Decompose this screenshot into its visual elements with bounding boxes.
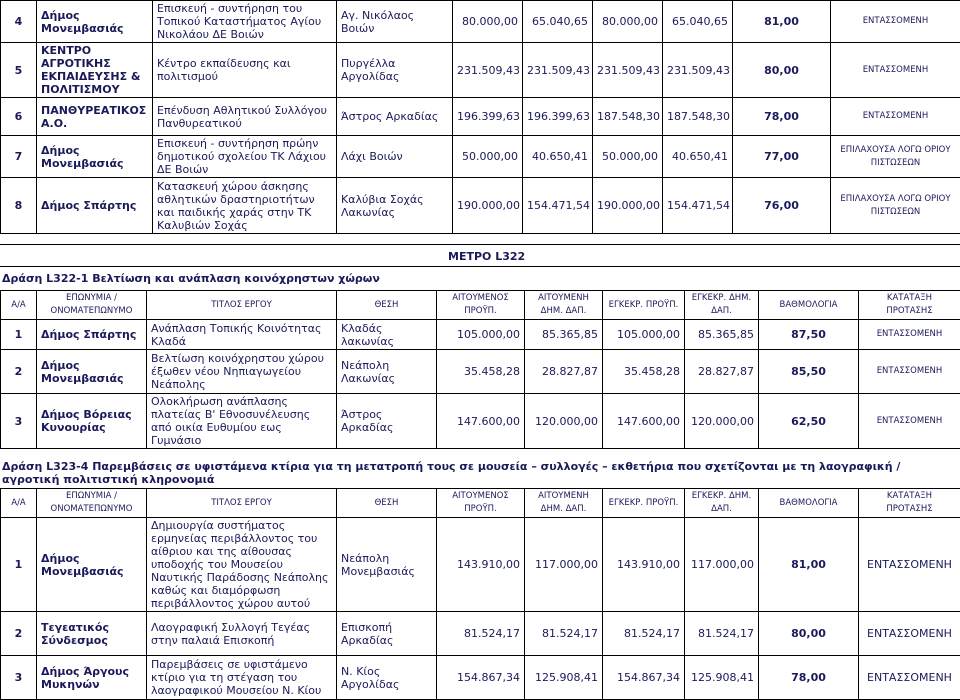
requested-public-expense: 196.399,63 [523,98,593,136]
column-header: ΑΙΤΟΥΜΕΝΗ ΔΗΜ. ΔΑΠ. [525,489,603,518]
column-header: ΚΑΤΑΤΑΞΗ ΠΡΟΤΑΣΗΣ [859,291,960,320]
row-number: 3 [1,656,37,700]
table-row [1,98,960,136]
approved-public-expense: 125.908,41 [685,656,759,700]
approved-budget: 231.509,43 [593,43,663,98]
approved-public-expense: 231.509,43 [663,43,733,98]
approved-budget: 190.000,00 [593,178,663,234]
row-number: 6 [1,98,37,136]
project-title: Ανάπλαση Τοπικής Κοινότητας Κλαδά [147,320,337,350]
section-title: Δράση L322-1 Βελτίωση και ανάπλαση κοινόχρηστων χώρων [2,272,380,285]
requested-public-expense: 125.908,41 [525,656,603,700]
column-header: ΑΙΤΟΥΜΕΝΗ ΔΗΜ. ΔΑΠ. [525,291,603,320]
requested-budget: 50.000,00 [453,136,523,178]
entity-name: Τεγεατικός Σύνδεσμος [37,612,147,656]
requested-public-expense: 28.827,87 [525,350,603,394]
entity-name: ΠΑΝΘΥΡΕΑΤΙΚΟΣ Α.Ο. [37,98,153,136]
status-badge: ΕΠΙΛΑΧΟΥΣΑ ΛΟΓΩ ΟΡΙΟΥ ΠΙΣΤΩΣΕΩΝ [831,178,960,234]
project-location: Νεάπολη Λακωνίας [337,350,437,394]
requested-public-expense: 231.509,43 [523,43,593,98]
score: 80,00 [733,43,831,98]
column-header: ΚΑΤΑΤΑΞΗ ΠΡΟΤΑΣΗΣ [859,489,960,518]
column-header: ΕΓΚΕΚΡ. ΔΗΜ. ΔΑΠ. [685,291,759,320]
project-title: Κέντρο εκπαίδευσης και πολιτισμού [153,43,337,98]
score: 85,50 [759,350,859,394]
approved-budget: 35.458,28 [603,350,685,394]
entity-name: Δήμος Μονεμβασιάς [37,350,147,394]
approved-budget: 147.600,00 [603,394,685,449]
requested-budget: 154.867,34 [437,656,525,700]
section-title: Δράση L323-4 Παρεμβάσεις σε υφιστάμενα κτίρια για τη μετατροπή τους σε μουσεία – συλλογές – εκθετήρια που σχετίζονται με τη λαογραφική / αγροτική πολιτιστική κληρονομιά [2,460,942,486]
row-number: 2 [1,350,37,394]
approved-public-expense: 117.000,00 [685,518,759,612]
status-badge: ΕΝΤΑΣΣΟΜΕΝΗ [859,518,960,612]
status-badge: ΕΝΤΑΣΣΟΜΕΝΗ [859,612,960,656]
project-title: Δημιουργία συστήματος ερμηνείας περιβάλλοντος του αίθριου και της αίθουσας υποδοχής του Μουσείου Ναυτικής Παράδοσης Νεάπολης καθώς και διαμόρφωση περιβάλλοντος χώρου αυτού [147,518,337,612]
project-location: Πυργέλλα Αργολίδας [337,43,453,98]
score: 87,50 [759,320,859,350]
table-row [1,518,960,612]
project-location: Νεάπολη Μονεμβασιάς [337,518,437,612]
project-title: Βελτίωση κοινόχρηστου χώρου έξωθεν νέου Νηπιαγωγείου Νεάπολης [147,350,337,394]
table-row [1,43,960,98]
row-number: 2 [1,612,37,656]
table-row [1,350,960,394]
row-number: 1 [1,518,37,612]
measure-heading: ΜΕΤΡΟ L322 [448,250,525,263]
status-badge: ΕΝΤΑΣΣΟΜΕΝΗ [831,1,960,43]
requested-budget: 196.399,63 [453,98,523,136]
project-title: Επένδυση Αθλητικού Συλλόγου Πανθυρεατικού [153,98,337,136]
column-header: ΒΑΘΜΟΛΟΓΙΑ [759,291,859,320]
column-header: ΕΓΚΕΚΡ. ΠΡΟΫΠ. [603,291,685,320]
column-header: ΒΑΘΜΟΛΟΓΙΑ [759,489,859,518]
table-row [1,394,960,449]
entity-name: Δήμος Σπάρτης [37,178,153,234]
approved-budget: 50.000,00 [593,136,663,178]
approved-budget: 80.000,00 [593,1,663,43]
status-badge: ΕΝΤΑΣΣΟΜΕΝΗ [859,656,960,700]
table-row [1,320,960,350]
requested-budget: 143.910,00 [437,518,525,612]
project-title: Επισκευή - συντήρηση του Τοπικού Καταστήματος Αγίου Νικολάου ΔΕ Βοιών [153,1,337,43]
column-header: ΕΓΚΕΚΡ. ΔΗΜ. ΔΑΠ. [685,489,759,518]
row-number: 7 [1,136,37,178]
project-location: Άστρος Αρκαδίας [337,98,453,136]
requested-public-expense: 40.650,41 [523,136,593,178]
project-title: Κατασκευή χώρου άσκησης αθλητικών δραστηριοτήτων και παιδικής χαράς στην ΤΚ Καλυβιών Σοχάς [153,178,337,234]
column-header: ΤΙΤΛΟΣ ΕΡΓΟΥ [147,489,337,518]
requested-budget: 35.458,28 [437,350,525,394]
column-header: ΘΕΣΗ [337,291,437,320]
requested-budget: 81.524,17 [437,612,525,656]
approved-public-expense: 81.524,17 [685,612,759,656]
approved-budget: 154.867,34 [603,656,685,700]
project-location: Κλαδάς λακωνίας [337,320,437,350]
entity-name: Δήμος Σπάρτης [37,320,147,350]
approved-public-expense: 85.365,85 [685,320,759,350]
project-title: Λαογραφική Συλλογή Τεγέας στην παλαιά Επισκοπή [147,612,337,656]
approved-public-expense: 28.827,87 [685,350,759,394]
status-badge: ΕΝΤΑΣΣΟΜΕΝΗ [831,98,960,136]
approved-public-expense: 154.471,54 [663,178,733,234]
score: 81,00 [759,518,859,612]
project-title: Ολοκλήρωση ανάπλασης πλατείας Β' Εθνοσυνέλευσης από οικία Ευθυμίου εως Γυμνάσιο [147,394,337,449]
column-header: Α/Α [1,291,37,320]
table-header-row [1,489,960,518]
score: 78,00 [733,98,831,136]
project-location: Αγ. Νικόλαος Βοιών [337,1,453,43]
approved-public-expense: 187.548,30 [663,98,733,136]
approved-public-expense: 120.000,00 [685,394,759,449]
approved-public-expense: 40.650,41 [663,136,733,178]
requested-public-expense: 154.471,54 [523,178,593,234]
requested-budget: 147.600,00 [437,394,525,449]
requested-public-expense: 85.365,85 [525,320,603,350]
column-header: ΤΙΤΛΟΣ ΕΡΓΟΥ [147,291,337,320]
column-header: ΕΠΩΝΥΜΙΑ / ΟΝΟΜΑΤΕΠΩΝΥΜΟ [37,489,147,518]
status-badge: ΕΝΤΑΣΣΟΜΕΝΗ [831,43,960,98]
approved-budget: 187.548,30 [593,98,663,136]
table-row [1,178,960,234]
status-badge: ΕΝΤΑΣΣΟΜΕΝΗ [859,350,960,394]
score: 77,00 [733,136,831,178]
requested-budget: 105.000,00 [437,320,525,350]
project-location: Ν. Κίος Αργολίδας [337,656,437,700]
column-header: ΘΕΣΗ [337,489,437,518]
entity-name: ΚΕΝΤΡΟ ΑΓΡΟΤΙΚΗΣ ΕΚΠΑΙΔΕΥΣΗΣ & ΠΟΛΙΤΙΣΜΟΥ [37,43,153,98]
entity-name: Δήμος Μονεμβασιάς [37,1,153,43]
row-number: 8 [1,178,37,234]
status-badge: ΕΝΤΑΣΣΟΜΕΝΗ [859,394,960,449]
requested-public-expense: 81.524,17 [525,612,603,656]
requested-public-expense: 65.040,65 [523,1,593,43]
score: 81,00 [733,1,831,43]
entity-name: Δήμος Μονεμβασιάς [37,518,147,612]
status-badge: ΕΝΤΑΣΣΟΜΕΝΗ [859,320,960,350]
row-number: 4 [1,1,37,43]
action-l323-4-table [0,488,960,700]
project-location: Λάχι Βοιών [337,136,453,178]
column-header: Α/Α [1,489,37,518]
score: 78,00 [759,656,859,700]
score: 76,00 [733,178,831,234]
table-header-row [1,291,960,320]
approved-budget: 81.524,17 [603,612,685,656]
requested-budget: 190.000,00 [453,178,523,234]
column-header: ΑΙΤΟΥΜΕΝΟΣ ΠΡΟΫΠ. [437,291,525,320]
project-title: Παρεμβάσεις σε υφιστάμενο κτίριο για τη στέγαση του λαογραφικού Μουσείου Ν. Κίου [147,656,337,700]
action-l322-1-table [0,290,960,449]
status-badge: ΕΠΙΛΑΧΟΥΣΑ ΛΟΓΩ ΟΡΙΟΥ ΠΙΣΤΩΣΕΩΝ [831,136,960,178]
requested-budget: 80.000,00 [453,1,523,43]
project-location: Επισκοπή Αρκαδίας [337,612,437,656]
table-row [1,1,960,43]
table-row [1,136,960,178]
score: 62,50 [759,394,859,449]
requested-public-expense: 117.000,00 [525,518,603,612]
entity-name: Δήμος Μονεμβασιάς [37,136,153,178]
row-number: 1 [1,320,37,350]
project-location: Άστρος Αρκαδίας [337,394,437,449]
table-row [1,612,960,656]
column-header: ΕΠΩΝΥΜΙΑ / ΟΝΟΜΑΤΕΠΩΝΥΜΟ [37,291,147,320]
requested-budget: 231.509,43 [453,43,523,98]
column-header: ΕΓΚΕΚΡ. ΠΡΟΫΠ. [603,489,685,518]
requested-public-expense: 120.000,00 [525,394,603,449]
entity-name: Δήμος Βόρειας Κυνουρίας [37,394,147,449]
entity-name: Δήμος Άργους Μυκηνών [37,656,147,700]
row-number: 3 [1,394,37,449]
column-header: ΑΙΤΟΥΜΕΝΟΣ ΠΡΟΫΠ. [437,489,525,518]
project-location: Καλύβια Σοχάς Λακωνίας [337,178,453,234]
approved-budget: 143.910,00 [603,518,685,612]
top-results-table [0,0,960,234]
approved-budget: 105.000,00 [603,320,685,350]
row-number: 5 [1,43,37,98]
project-title: Επισκευή - συντήρηση πρώην δημοτικού σχολείου ΤΚ Λάχιου ΔΕ Βοιών [153,136,337,178]
approved-public-expense: 65.040,65 [663,1,733,43]
score: 80,00 [759,612,859,656]
